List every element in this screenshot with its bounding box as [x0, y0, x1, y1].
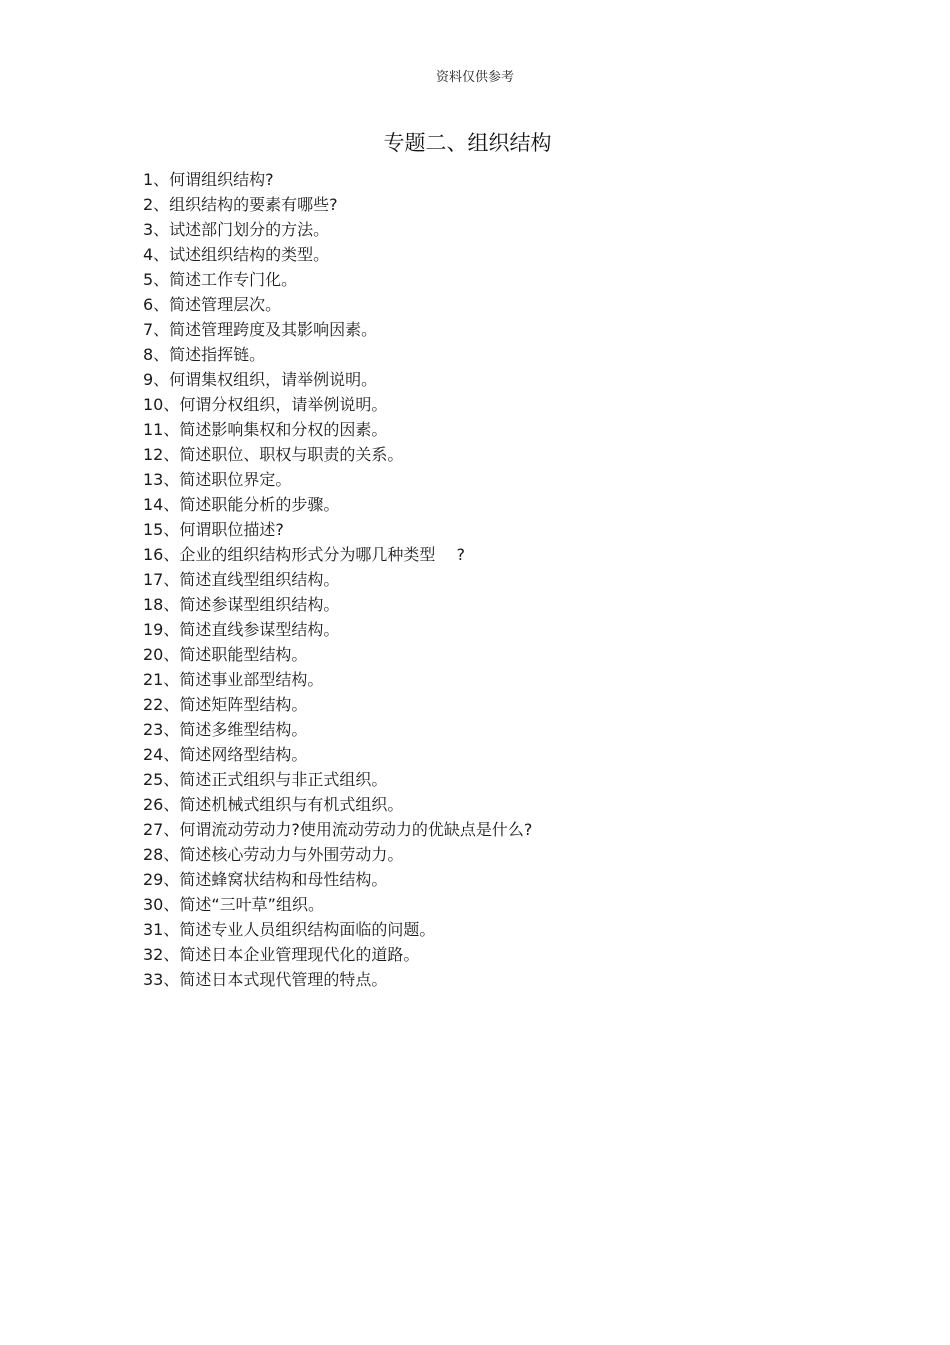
- question-item: 26、简述机械式组织与有机式组织。: [143, 795, 404, 814]
- question-item: 18、简述参谋型组织结构。: [143, 595, 340, 614]
- question-item: 12、简述职位、职权与职责的关系。: [143, 445, 404, 464]
- question-item: 24、简述网络型结构。: [143, 745, 308, 764]
- question-item: 30、简述“三叶草”组织。: [143, 895, 324, 914]
- question-item: 16、企业的组织结构形式分为哪几种类型 ?: [143, 545, 465, 564]
- question-item: 2、组织结构的要素有哪些?: [143, 195, 338, 214]
- question-item: 27、何谓流动劳动力?使用流动劳动力的优缺点是什么?: [143, 820, 533, 839]
- question-item: 25、简述正式组织与非正式组织。: [143, 770, 388, 789]
- question-item: 14、简述职能分析的步骤。: [143, 495, 340, 514]
- question-item: 17、简述直线型组织结构。: [143, 570, 340, 589]
- question-item: 4、试述组织结构的类型。: [143, 245, 330, 264]
- question-item: 3、试述部门划分的方法。: [143, 220, 330, 239]
- question-item: 23、简述多维型结构。: [143, 720, 308, 739]
- question-item: 33、简述日本式现代管理的特点。: [143, 970, 388, 989]
- question-item: 19、简述直线参谋型结构。: [143, 620, 340, 639]
- question-item: 15、何谓职位描述?: [143, 520, 284, 539]
- page-header-note: 资料仅供参考: [435, 70, 514, 85]
- question-item: 1、何谓组织结构?: [143, 170, 274, 189]
- question-item: 32、简述日本企业管理现代化的道路。: [143, 945, 420, 964]
- question-item: 8、简述指挥链。: [143, 345, 266, 364]
- question-item: 22、简述矩阵型结构。: [143, 695, 308, 714]
- question-item: 21、简述事业部型结构。: [143, 670, 324, 689]
- question-item: 28、简述核心劳动力与外围劳动力。: [143, 845, 404, 864]
- question-item: 6、简述管理层次。: [143, 295, 282, 314]
- question-item: 13、简述职位界定。: [143, 470, 292, 489]
- question-item: 5、简述工作专门化。: [143, 270, 298, 289]
- question-item: 29、简述蜂窝状结构和母性结构。: [143, 870, 388, 889]
- question-item: 20、简述职能型结构。: [143, 645, 308, 664]
- question-list: [143, 167, 843, 992]
- question-item: 7、简述管理跨度及其影响因素。: [143, 320, 378, 339]
- question-item: 10、何谓分权组织，请举例说明。: [143, 395, 388, 414]
- question-item: 11、简述影响集权和分权的因素。: [143, 420, 388, 439]
- document-title: 专题二、组织结构: [383, 131, 552, 155]
- question-item: 31、简述专业人员组织结构面临的问题。: [143, 920, 436, 939]
- question-item: 9、何谓集权组织，请举例说明。: [143, 370, 378, 389]
